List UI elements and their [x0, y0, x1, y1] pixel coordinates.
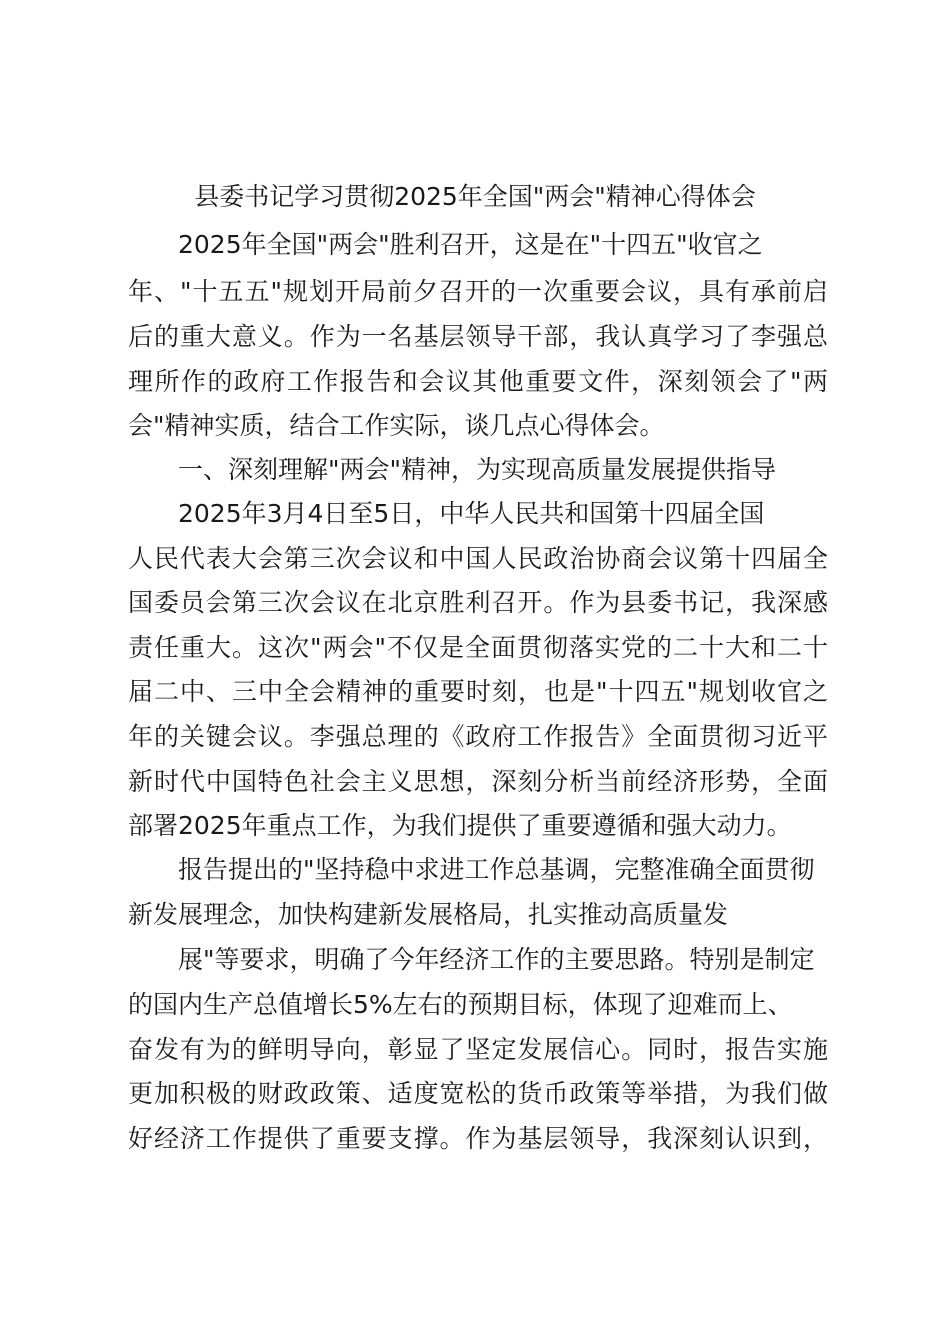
text-line-17: 展"等要求，明确了今年经济工作的主要思路。特别是制定 — [178, 945, 815, 974]
text-line-7: 2025年3月4日至5日，中华人民共和国第十四届全国 — [178, 499, 765, 528]
text-line-3: 后的重大意义。作为一名基层领导干部，我认真学习了李强总 — [128, 322, 828, 351]
text-line-14: 部署2025年重点工作，为我们提供了重要遵循和强大动力。 — [128, 811, 792, 840]
text-line-2: 年、"十五五"规划开局前夕召开的一次重要会议，具有承前启 — [128, 277, 828, 306]
text-line-10: 责任重大。这次"两会"不仅是全面贯彻落实党的二十大和二十 — [128, 633, 828, 662]
text-line-12: 年的关键会议。李强总理的《政府工作报告》全面贯彻习近平 — [128, 722, 828, 751]
text-line-13: 新时代中国特色社会主义思想，深刻分析当前经济形势，全面 — [128, 767, 828, 796]
text-line-21: 好经济工作提供了重要支撑。作为基层领导，我深刻认识到， — [128, 1124, 828, 1153]
text-line-8: 人民代表大会第三次会议和中国人民政治协商会议第十四届全 — [128, 544, 828, 573]
text-line-5: 会"精神实质，结合工作实际，谈几点心得体会。 — [128, 411, 665, 440]
text-line-11: 届二中、三中全会精神的重要时刻，也是"十四五"规划收官之 — [128, 677, 828, 706]
document-title: 县委书记学习贯彻2025年全国"两会"精神心得体会 — [194, 182, 756, 211]
text-line-1: 2025年全国"两会"胜利召开，这是在"十四五"收官之 — [178, 230, 763, 259]
text-line-9: 国委员会第三次会议在北京胜利召开。作为县委书记，我深感 — [128, 588, 828, 617]
text-line-18: 的国内生产总值增长5%左右的预期目标，体现了迎难而上、 — [128, 990, 793, 1019]
text-line-4: 理所作的政府工作报告和会议其他重要文件，深刻领会了"两 — [128, 367, 828, 396]
text-line-16: 新发展理念，加快构建新发展格局，扎实推动高质量发 — [128, 900, 729, 929]
text-line-19: 奋发有为的鲜明导向，彰显了坚定发展信心。同时，报告实施 — [128, 1035, 828, 1064]
text-line-15: 报告提出的"坚持稳中求进工作总基调，完整准确全面贯彻 — [178, 855, 815, 884]
text-line-20: 更加积极的财政政策、适度宽松的货币政策等举措，为我们做 — [128, 1079, 828, 1108]
section-heading-1: 一、深刻理解"两会"精神，为实现高质量发展提供指导 — [178, 455, 777, 484]
